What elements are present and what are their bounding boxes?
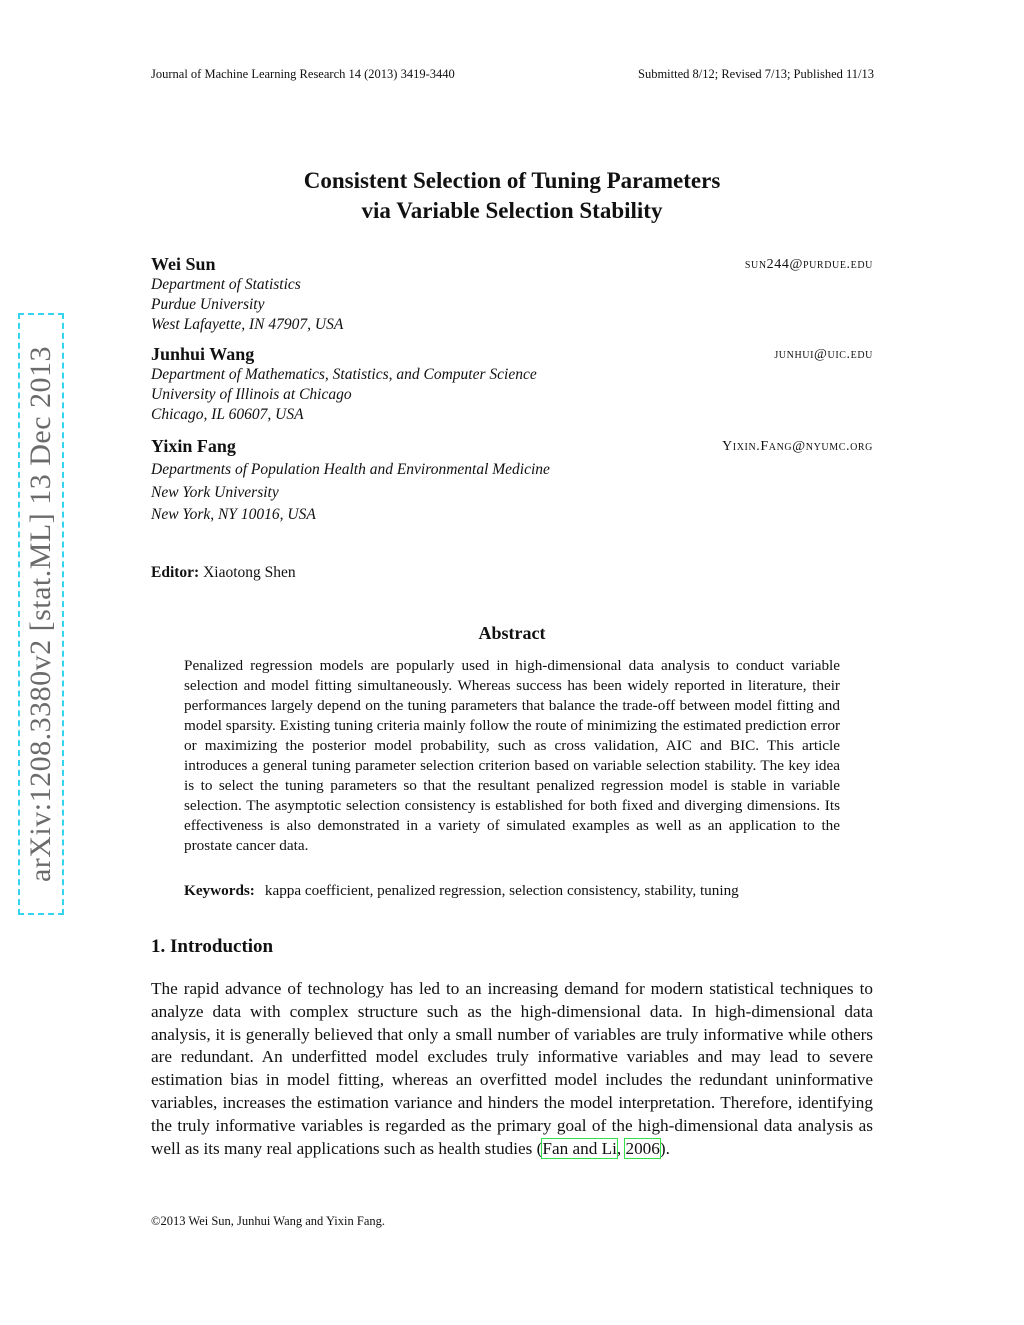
author-affiliation-2-line-3: Chicago, IL 60607, USA	[151, 406, 304, 423]
paper-title-line-1: Consistent Selection of Tuning Parameters	[303, 168, 721, 193]
author-affiliation-3-line-1: Departments of Population Health and Environmental Medicine	[151, 461, 550, 478]
abstract-heading: Abstract	[478, 623, 546, 643]
section-heading-introduction: 1. Introduction	[151, 936, 274, 957]
author-affiliation-3-line-3: New York, NY 10016, USA	[151, 506, 316, 523]
author-affiliation-1-line-2: Purdue University	[151, 296, 265, 313]
abstract-text: Penalized regression models are popularly used in high-dimensional data analysis to conduct variable selection and model fitting simultaneously. Whereas success has been widely reported in literature, their performances largely depend on the tuning parameters that balance the trade-off between model fitting and model sparsity. Existing tuning criteria mainly follow the route of minimizing the estimated prediction error or maximizing the posterior model probability, such as cross validation, AIC and BIC. This article introduces a general tuning parameter selection criterion based on variable selection stability. The key idea is to select the tuning parameters so that the resultant penalized regression model is stable in variable selection. The asymptotic selection consistency is established for both fixed and diverging dimensions. Its effectiveness is also demonstrated in a variety of simulated examples as well as an application to the prostate cancer data.	[184, 657, 840, 854]
author-email-1[interactable]: sun244@purdue.edu	[744, 257, 873, 272]
copyright-notice: ©2013 Wei Sun, Junhui Wang and Yixin Fang.	[151, 1214, 385, 1228]
editor-line	[151, 564, 296, 582]
author-affiliation-3-line-2: New York University	[151, 484, 279, 501]
author-name-1: Wei Sun	[151, 254, 216, 274]
keywords-line	[184, 882, 840, 900]
arxiv-stamp[interactable]: arXiv:1208.3380v2 [stat.ML] 13 Dec 2013	[18, 313, 64, 915]
paper-title-line-2: via Variable Selection Stability	[361, 198, 663, 223]
journal-header: Journal of Machine Learning Research 14 (2013) 3419-3440	[151, 67, 455, 81]
editor-label: Editor:	[151, 564, 200, 581]
editor-name: Xiaotong Shen	[203, 564, 296, 581]
publication-dates: Submitted 8/12; Revised 7/13; Published 11/13	[638, 67, 874, 81]
citation-link-authors[interactable]: Fan and Li	[542, 1138, 617, 1158]
introduction-paragraph	[151, 978, 873, 1160]
author-name-2: Junhui Wang	[151, 344, 255, 364]
keywords-label: Keywords:	[184, 882, 255, 899]
author-affiliation-2-line-1: Department of Mathematics, Statistics, and Computer Science	[151, 366, 537, 383]
arxiv-stamp-box	[18, 313, 64, 915]
keywords-list: kappa coefficient, penalized regression, selection consistency, stability, tuning	[264, 882, 739, 899]
author-affiliation-1-line-3: West Lafayette, IN 47907, USA	[151, 316, 344, 333]
citation-link-year[interactable]: 2006	[625, 1138, 660, 1158]
author-affiliation-2-line-2: University of Illinois at Chicago	[151, 386, 352, 403]
intro-text-end: ).	[659, 1138, 670, 1158]
author-email-2[interactable]: junhui@uic.edu	[774, 347, 873, 362]
author-name-3: Yixin Fang	[151, 436, 236, 456]
intro-text: The rapid advance of technology has led to an increasing demand for modern statistical techniques to analyze data with complex structure such as the high-dimensional data. In high-dimensional data analysis, it is generally believed that only a small number of variables are truly informative while others are redundant. An underfitted model excludes truly informative variables and may lead to severe estimation bias in model fitting, whereas an overfitted model includes the redundant uninformative variables, increases the estimation variance and hinders the model interpretation. Therefore, identifying the truly informative variables is regarded as the primary goal of the high-dimensional data analysis as well as its many real applications such as health studies (	[151, 979, 873, 1158]
author-affiliation-1-line-1: Department of Statistics	[151, 276, 301, 293]
citation-separator: ,	[616, 1138, 626, 1158]
author-email-3[interactable]: Yixin.Fang@nyumc.org	[722, 439, 873, 454]
